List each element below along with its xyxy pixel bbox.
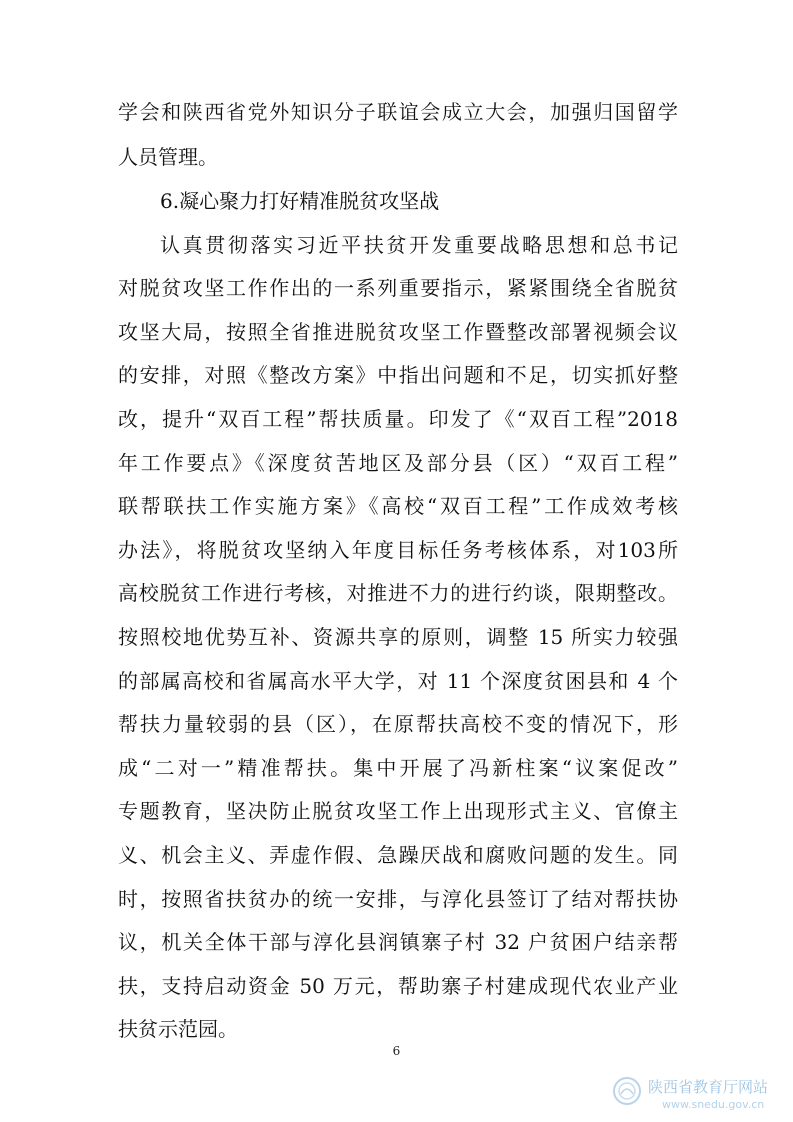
- section-heading: 6.凝心聚力打好精准脱贫攻坚战: [160, 189, 440, 213]
- text-line: 的安排，对照《整改方案》中指出问题和不足，切实抓好整: [118, 363, 678, 387]
- emblem-icon: [612, 1076, 642, 1106]
- watermark-site-name: 陕西省教育厅网站: [648, 1078, 769, 1096]
- text-line: 人员管理。: [118, 145, 218, 169]
- text-line: 攻坚大局，按照全省推进脱贫攻坚工作暨整改部署视频会议: [118, 320, 678, 344]
- text-line: 认真贯彻落实习近平扶贫开发重要战略思想和总书记: [160, 233, 678, 257]
- site-watermark: [612, 1072, 788, 1116]
- text-line: 学会和陕西省党外知识分子联谊会成立大会，加强归国留学: [118, 100, 678, 124]
- text-line: 时，按照省扶贫办的统一安排，与淳化县签订了结对帮扶协: [118, 887, 678, 911]
- text-line: 的部属高校和省属高水平大学，对 11 个深度贫困县和 4 个: [118, 669, 678, 693]
- text-line: 高校脱贫工作进行考核，对推进不力的进行约谈，限期整改。: [118, 581, 678, 605]
- text-line: 按照校地优势互补、资源共享的原则，调整 15 所实力较强: [118, 625, 678, 649]
- text-line: 扶贫示范园。: [118, 1017, 238, 1041]
- watermark-url: www.snedu.gov.cn: [662, 1098, 765, 1111]
- text-line: 议，机关全体干部与淳化县润镇寨子村 32 户贫困户结亲帮: [118, 930, 678, 954]
- text-line: 年工作要点》《深度贫苦地区及部分县（区）“双百工程”: [118, 451, 678, 475]
- text-line: 帮扶力量较弱的县（区），在原帮扶高校不变的情况下，形: [118, 712, 678, 736]
- text-line: 扶，支持启动资金 50 万元，帮助寨子村建成现代农业产业: [118, 974, 678, 998]
- text-line: 对脱贫攻坚工作作出的一系列重要指示，紧紧围绕全省脱贫: [118, 276, 678, 300]
- text-line: 办法》，将脱贫攻坚纳入年度目标任务考核体系，对103所: [118, 538, 678, 562]
- page-number: 6: [392, 1044, 401, 1058]
- text-line: 义、机会主义、弄虚作假、急躁厌战和腐败问题的发生。同: [118, 843, 678, 867]
- text-line: 专题教育，坚决防止脱贫攻坚工作上出现形式主义、官僚主: [118, 799, 678, 823]
- text-line: 成“二对一”精准帮扶。集中开展了冯新柱案“议案促改”: [118, 756, 678, 780]
- text-line: 联帮联扶工作实施方案》《高校“双百工程”工作成效考核: [118, 494, 678, 518]
- text-line: 改，提升“双百工程”帮扶质量。印发了《“双百工程”2018: [118, 407, 678, 431]
